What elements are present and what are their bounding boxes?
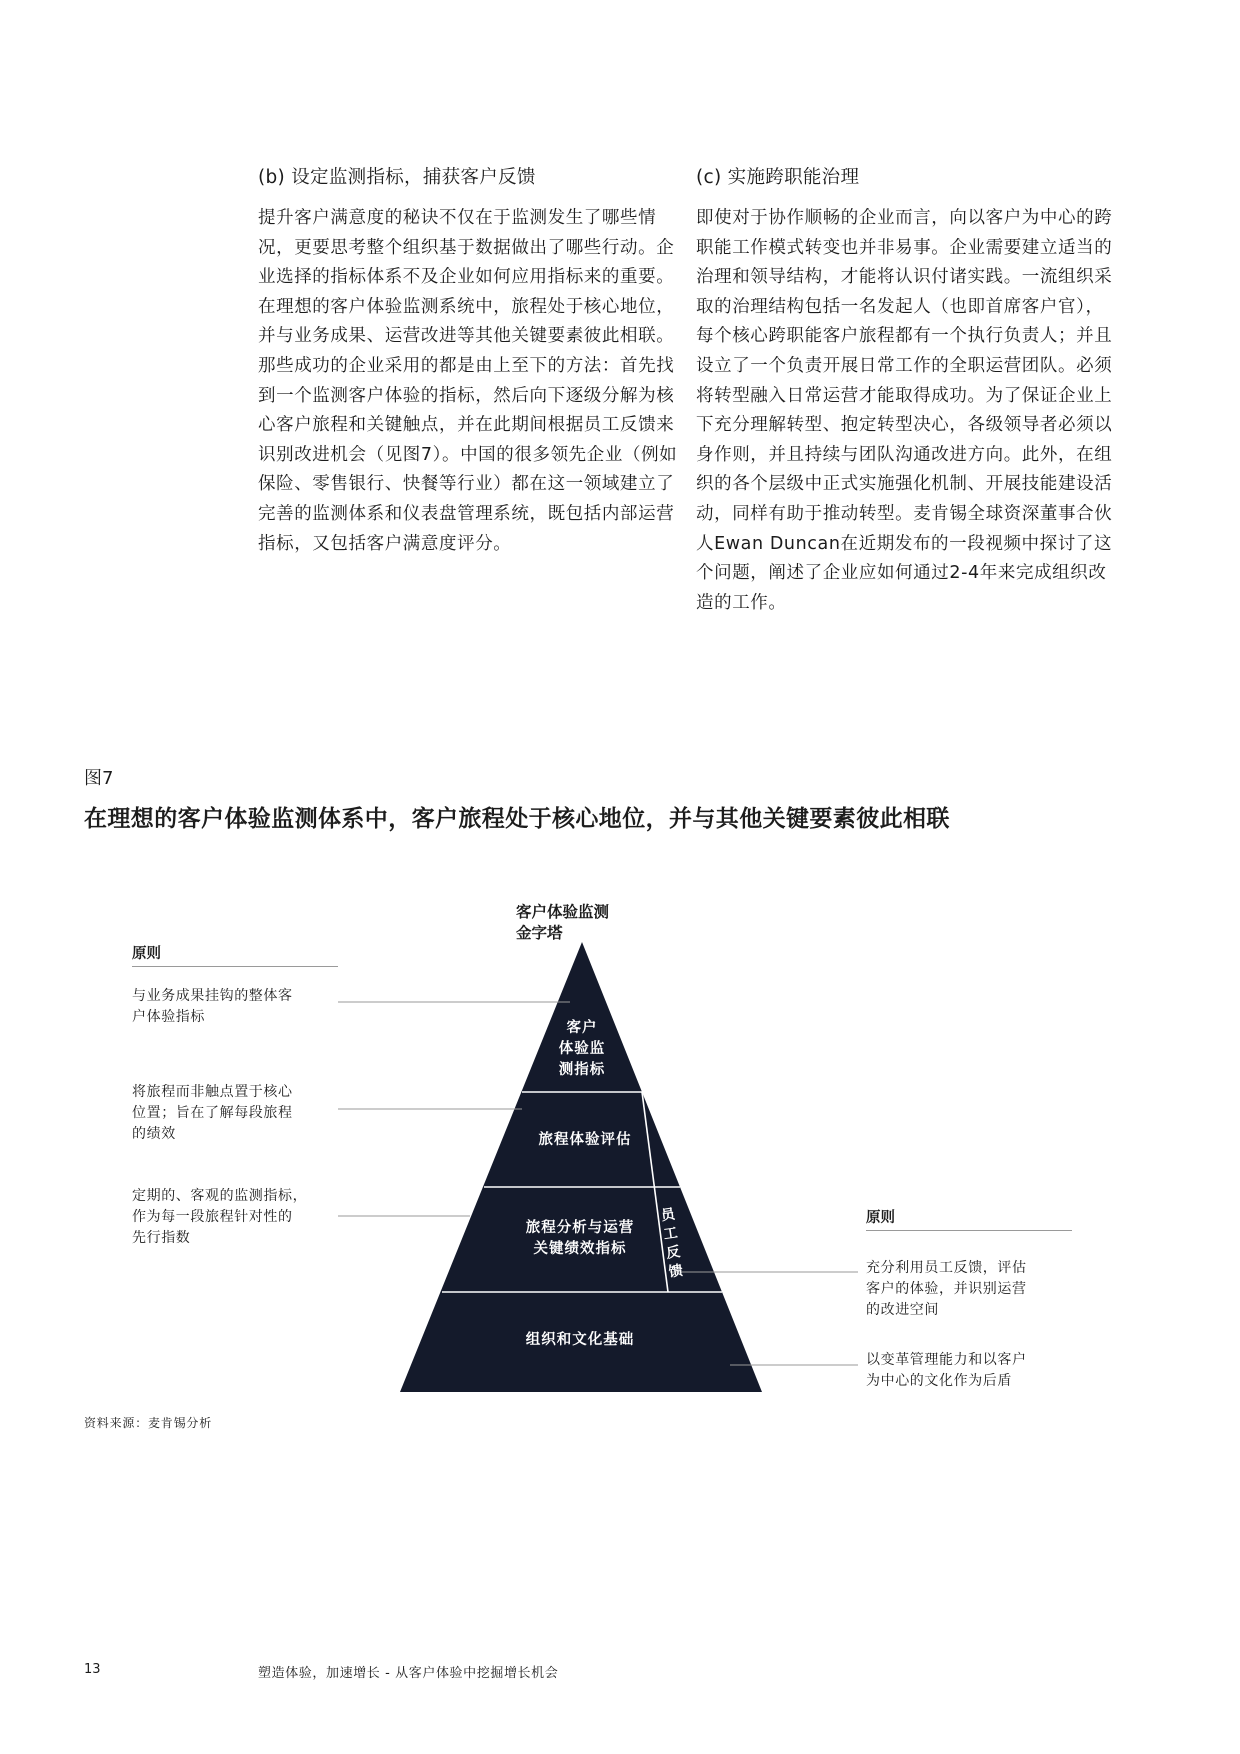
source-note: 资料来源：麦肯锡分析 xyxy=(84,1416,213,1430)
figure-title: 在理想的客户体验监测体系中，客户旅程处于核心地位，并与其他关键要素彼此相联 xyxy=(84,806,950,832)
section-b-body: 提升客户满意度的秘诀不仅在于监测发生了哪些情况，更要思考整个组织基于数据做出了哪些行动。企业选择的指标体系不及企业如何应用指标来的重要。在理想的客户体验监测系统中，旅程处于核心地位，并与业务成果、运营改进等其他关键要素彼此相联。那些成功的企业采用的都是由上至下的方法：首先找到一个监测客户体验的指标，然后向下逐级分解为核心客户旅程和关键触点，并在此期间根据员工反馈来识别改进机会（见图7）。中国的很多领先企业（例如保险、零售银行、快餐等行业）都在这一领域建立了完善的监测体系和仪表盘管理系统，既包括内部运营指标，又包括客户满意度评分。 xyxy=(258,208,678,554)
right-principles xyxy=(866,1206,1072,1227)
layer-journey-assessment: 旅程体验评估 xyxy=(538,1132,632,1148)
left-principle-3: 定期的、客观的监测指标， 作为每一段旅程针对性的 先行指数 xyxy=(132,1188,308,1246)
layer-cx-metric: 客户 体验监 测指标 xyxy=(558,1020,606,1078)
left-principles-rule xyxy=(132,966,338,967)
left-principle-2: 将旅程而非触点置于核心 位置；旨在了解每段旅程 的绩效 xyxy=(132,1084,293,1142)
layer-journey-analytics: 旅程分析与运营 关键绩效指标 xyxy=(525,1220,635,1257)
employee-feedback-text: 员工反馈 xyxy=(659,1206,684,1281)
right-principle-2: 以变革管理能力和以客户 为中心的文化作为后盾 xyxy=(866,1352,1027,1389)
section-b-heading: (b) 设定监测指标，捕获客户反馈 xyxy=(258,167,536,188)
right-principle-1: 充分利用员工反馈，评估 客户的体验，并识别运营 的改进空间 xyxy=(866,1260,1027,1318)
layer-org-culture: 组织和文化基础 xyxy=(525,1332,635,1348)
left-principles-heading: 原则 xyxy=(132,946,161,962)
pyramid-title-line1: 客户体验监测 xyxy=(516,903,610,921)
pyramid-title-line2: 金字塔 xyxy=(516,924,563,942)
pyramid-shape xyxy=(400,942,762,1392)
left-principles xyxy=(132,942,338,963)
left-principle-1: 与业务成果挂钩的整体客 户体验指标 xyxy=(132,988,293,1025)
footer-text: 塑造体验，加速增长 - 从客户体验中挖掘增长机会 xyxy=(258,1666,559,1681)
figure-label: 图7 xyxy=(84,768,114,789)
right-principles-rule xyxy=(866,1230,1072,1231)
section-c-heading: (c) 实施跨职能治理 xyxy=(696,167,860,188)
right-principles-heading: 原则 xyxy=(866,1210,895,1226)
page-number: 13 xyxy=(84,1662,101,1677)
section-c-body: 即使对于协作顺畅的企业而言，向以客户为中心的跨职能工作模式转变也并非易事。企业需要建立适当的治理和领导结构，才能将认识付诸实践。一流组织采取的治理结构包括一名发起人（也即首席客户官），每个核心跨职能客户旅程都有一个执行负责人；并且设立了一个负责开展日常工作的全职运营团队。必须将转型融入日常运营才能取得成功。为了保证企业上下充分理解转型、抱定转型决心，各级领导者必须以身作则，并且持续与团队沟通改进方向。此外，在组织的各个层级中正式实施强化机制、开展技能建设活动，同样有助于推动转型。麦肯锡全球资深董事合伙人Ewan Duncan在近期发布的一段视频中探讨了这个问题，阐述了企业应如何通过2-4年来完成组织改造的工作。 xyxy=(696,208,1113,613)
